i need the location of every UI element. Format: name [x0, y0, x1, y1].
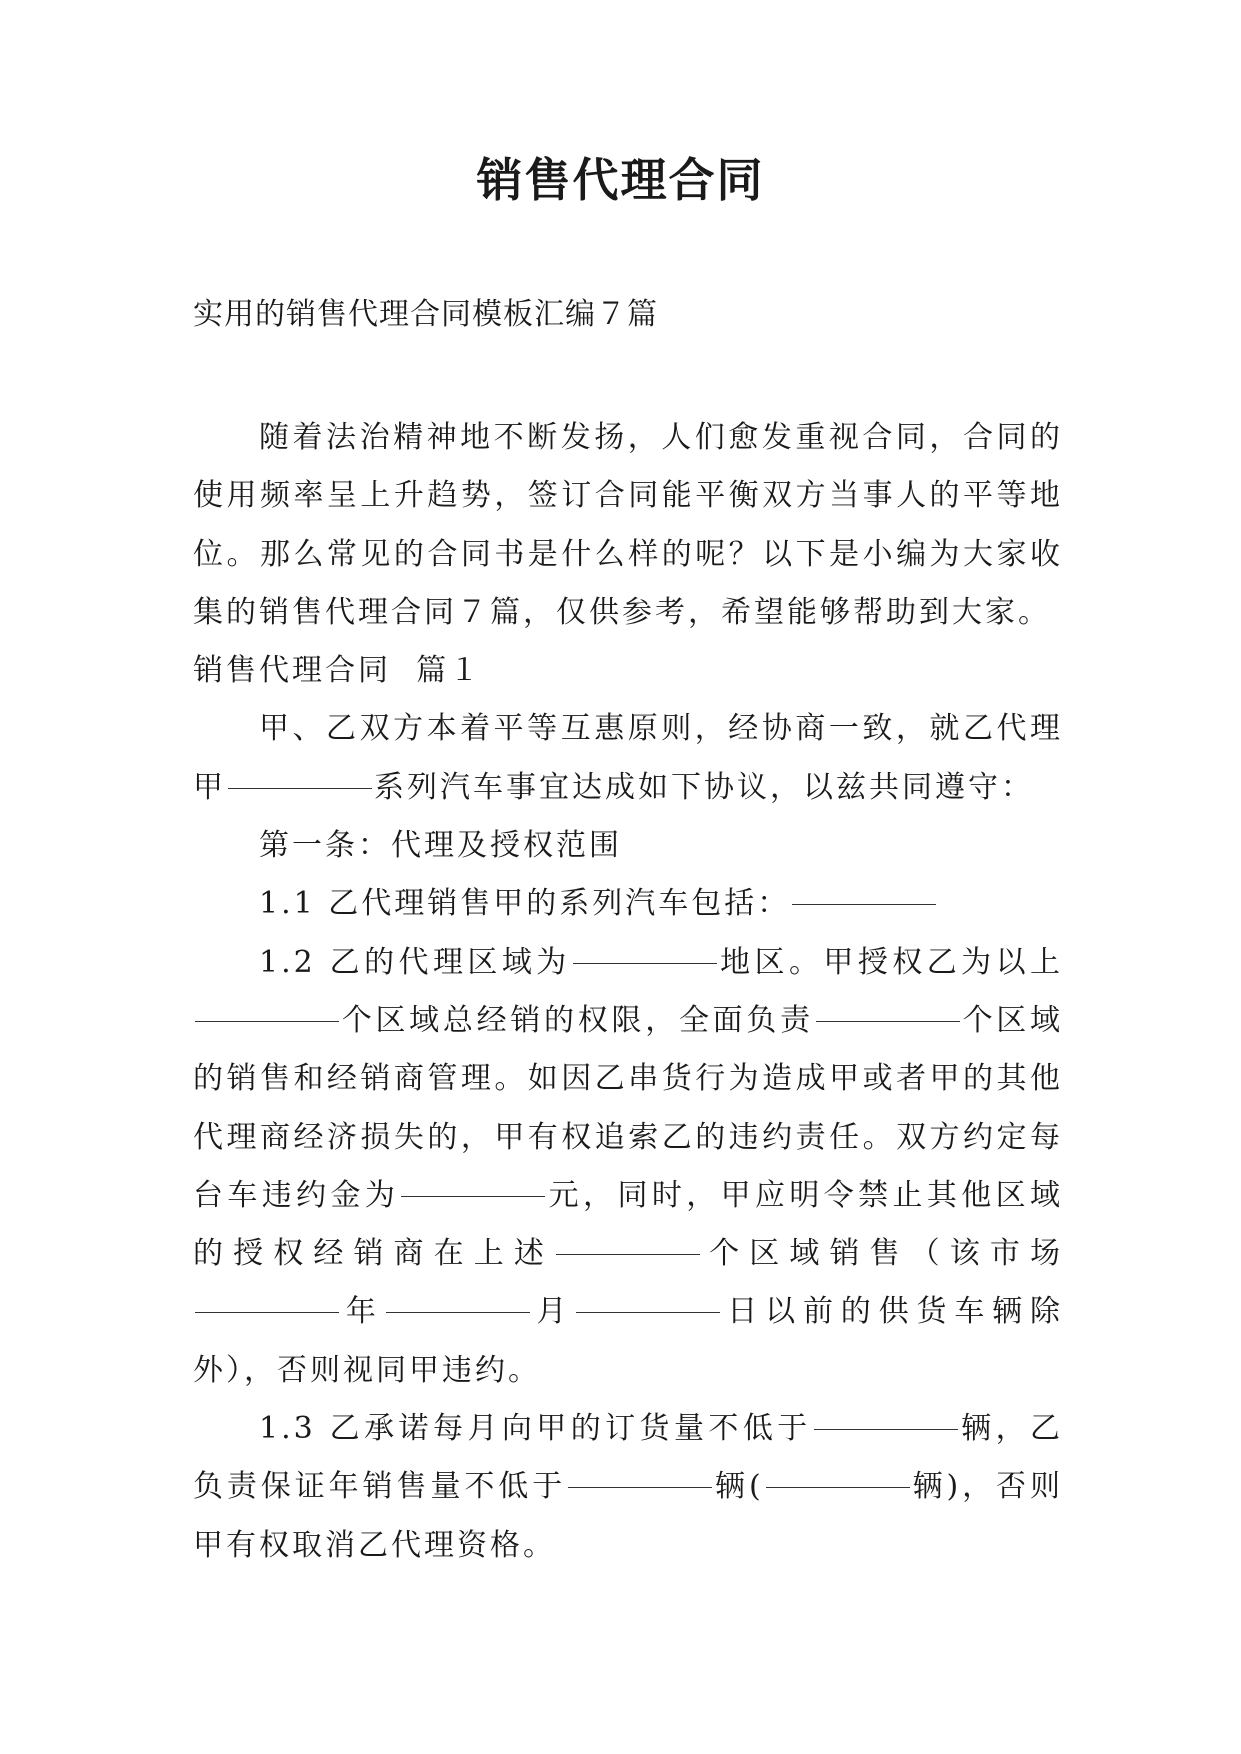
article-heading: 第一条：代理及授权范围 [259, 828, 622, 864]
document-subtitle: 实用的销售代理合同模板汇编７篇 [193, 297, 658, 332]
text-span: 月 [531, 1294, 575, 1330]
section-heading: 销售代理合同 篇１ [193, 653, 483, 689]
fill-blank [195, 1311, 339, 1313]
fill-blank [556, 1253, 700, 1255]
text-span: 1.1 乙代理销售甲的系列汽车包括： [259, 886, 791, 922]
fill-blank [576, 1311, 720, 1313]
text-span: 系列汽车事宜达成如下协议，以兹共同遵守： [374, 769, 1034, 805]
intro-paragraph: 随着法治精神地不断发扬，人们愈发重视合同，合同的使用频率呈上升趋势，签订合同能平衡双方当事人的平等地位。那么常见的合同书是什么样的呢？以下是小编为大家收集的销售代理合同７篇，仅供参考，希望能够帮助到大家。 [193, 420, 1063, 630]
fill-blank [568, 1486, 712, 1488]
paragraph-agreement [193, 700, 1063, 817]
text-span: 日以前的供货车辆除外），否则视同甲违约。 [193, 1294, 1064, 1388]
fill-blank [228, 787, 372, 789]
fill-blank [816, 1020, 960, 1022]
text-span: 辆)，否则甲有权取消乙代理资格。 [193, 1469, 1063, 1563]
text-span: 个区域销售（该市场 [702, 1236, 1063, 1272]
text-span: 元，同时，甲应明令禁止其他区域的授权经销商在上述 [193, 1177, 1064, 1272]
fill-blank [573, 962, 717, 964]
text-span: 个区域的销售和经销商管理。如因乙串货行为造成甲或者甲的其他代理商经济损失的，甲有权追索乙的违约责任。双方约定每台车违约金为 [193, 1002, 1064, 1213]
fill-blank [195, 1020, 339, 1022]
text-span: 1.3 乙承诺每月向甲的订货量不低于 [259, 1411, 812, 1447]
fill-blank [386, 1311, 530, 1313]
clause-1-3 [193, 1400, 1063, 1575]
clause-1-1 [193, 875, 1063, 933]
text-span: 年 [341, 1294, 384, 1330]
fill-blank [401, 1195, 545, 1197]
text-span: 个区域总经销的权限，全面负责 [341, 1002, 814, 1038]
document-body [193, 409, 1063, 1575]
fill-blank [814, 1428, 958, 1430]
fill-blank [792, 903, 936, 905]
text-span: 辆，乙负责保证年销售量不低于 [193, 1411, 1064, 1505]
text-span: 辆( [714, 1469, 764, 1505]
text-span: 甲、乙双方本着平等互惠原则，经协商一致，就乙代理甲 [193, 711, 1063, 805]
document-title: 销售代理合同 [476, 153, 765, 207]
text-span: 地区。甲授权乙为以上 [718, 944, 1064, 980]
text-span: 1.2 乙的代理区域为 [259, 944, 571, 980]
fill-blank [766, 1486, 910, 1488]
clause-1-2 [193, 934, 1063, 1400]
